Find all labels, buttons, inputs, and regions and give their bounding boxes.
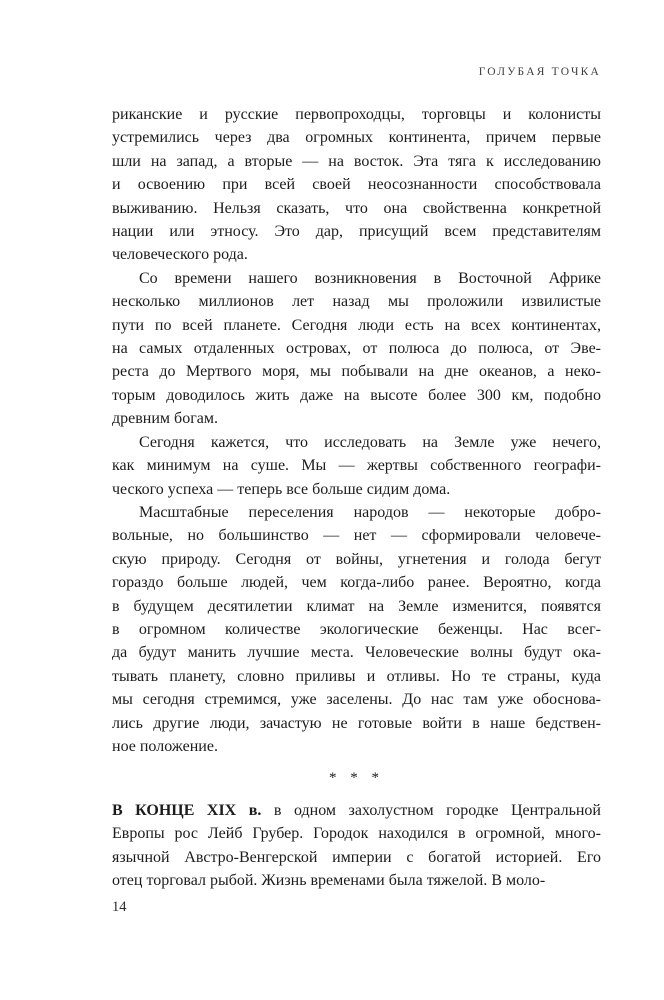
text-line: ческого успеха — теперь все больше сидим дома. [112,480,451,498]
page-number: 14 [112,899,127,915]
text-line: выживанию. Нельзя сказать, что она свойственна конкретной [112,199,601,217]
text-line: древним богам. [112,410,218,428]
text-line: Европы рос Лейб Грубер. Городок находился в огромной, много- [112,825,601,843]
text-line: скую природу. Сегодня от войны, угнетения и голода бегут [112,550,601,568]
text-line: да будут манить лучшие места. Человеческие волны будут ока- [112,644,601,662]
text-line: в огромном количестве экологические беженцы. Нас всег- [112,620,601,638]
paragraph-bold-lead: В КОНЦЕ XIX в. [112,801,262,819]
text-line: шли на запад, а вторые — на восток. Эта тяга к исследованию [112,152,601,170]
text-line: несколько миллионов лет назад мы проложили извилистые [112,293,601,311]
paragraph [112,103,601,267]
text-line: отец торговал рыбой. Жизнь временами была тяжелой. В моло- [112,872,546,889]
section-separator: * * * [329,770,384,787]
text-line: и освоению при всей своей неосознанности способствовала [112,176,601,194]
text-line: вольные, но большинство — нет — сформировали человече- [112,527,601,545]
paragraph [112,267,601,431]
text-line: ное положение. [112,737,218,755]
text-line: риканские и русские первопроходцы, торговцы и колонисты [112,106,601,123]
text-line: пути по всей планете. Сегодня люди есть на всех континентах, [112,316,601,334]
running-header: ГОЛУБАЯ ТОЧКА [478,66,601,78]
paragraph [112,431,601,501]
text-line: лись другие люди, зачастую не готовые войти в наше бедствен- [112,714,601,732]
text-line: тывать планету, словно приливы и отливы. Но те страны, куда [112,667,601,685]
text-line: Со времени нашего возникновения в Восточной Африке [139,269,601,287]
text-line: язычной Австро-Венгерской империи с богатой историей. Его [112,848,601,866]
text-line: Масштабные переселения народов — некоторые добро- [139,503,601,521]
text-line: реста до Мертвого моря, мы побывали на дне океанов, а неко- [112,363,601,381]
text-line: мы сегодня стремимся, уже заселены. До нас там уже обоснова- [112,691,601,709]
paragraph [112,501,601,758]
text-line: как минимум на суше. Мы — жертвы собственного географи- [112,457,601,475]
text-line: гораздо больше людей, чем когда-либо ранее. Вероятно, когда [112,574,601,592]
text-line: на самых отдаленных островах, от полюса до полюса, от Эве- [112,340,601,358]
text-line: Сегодня кажется, что исследовать на Земле уже нечего, [139,433,601,451]
paragraph [112,799,601,893]
text-line: торым доводилось жить даже на высоте более 300 км, подобно [112,386,601,404]
text-line: человеческого рода. [112,246,248,264]
text-line: нации или этносу. Это дар, присущий всем представителям [112,223,601,241]
page-body [112,103,601,892]
text-line: устремились через два огромных континента, причем первые [112,129,601,147]
text-line: В КОНЦЕ XIX в. в одном захолустном городке Центральной [112,801,601,819]
text-line: в будущем десятилетии климат на Земле изменится, появятся [112,597,601,615]
